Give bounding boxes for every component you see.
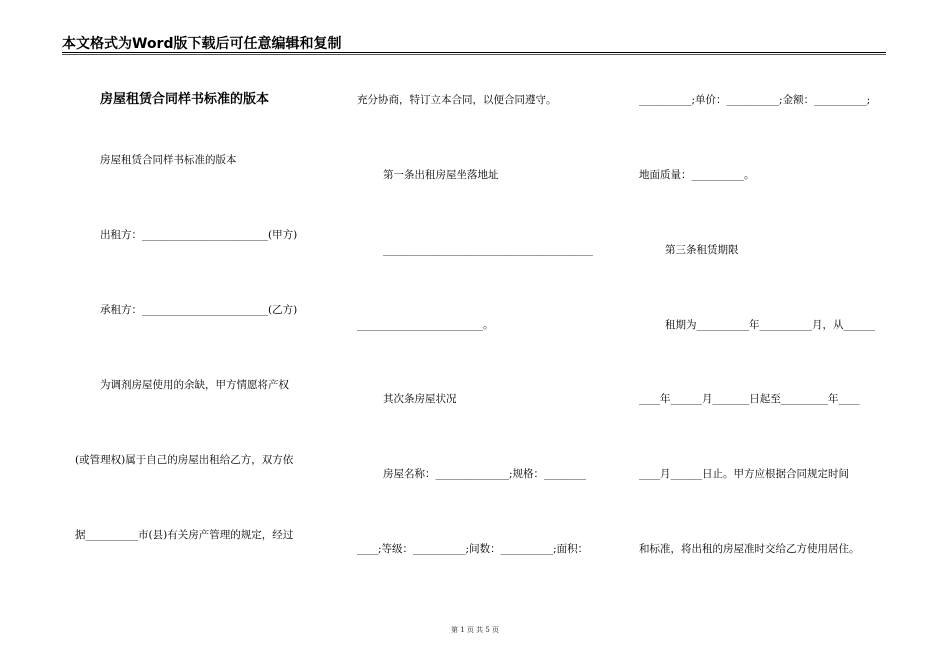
price-line: __________;单价：__________;金额：__________;	[639, 94, 871, 106]
page-number: 第 1 页 共 5 页	[450, 626, 500, 634]
lease-term-line: 租期为__________年__________月，从______	[665, 319, 875, 331]
page-header-title: 本文格式为Word版下载后可任意编辑和复制	[62, 36, 342, 52]
clause-heading: 第一条出租房屋坐落地址	[383, 169, 499, 181]
house-grade-line: ____;等级：__________;间数：__________;面积：	[357, 543, 589, 555]
header-rule	[62, 52, 886, 53]
body-line: 充分协商，特订立本合同，以便合同遵守。	[357, 94, 557, 106]
clause-heading: 第三条租赁期限	[665, 244, 739, 256]
body-line: (或管理权)属于自己的房屋出租给乙方，双方依	[75, 454, 294, 466]
address-blank-line: ________________________________________	[383, 244, 593, 256]
lease-date-line: ____年______月_______日起至_________年____	[639, 393, 860, 405]
body-line: 和标准，将出租的房屋准时交给乙方使用居住。	[639, 543, 860, 555]
document-title: 房屋租赁合同样书标准的版本	[100, 92, 270, 107]
clause-heading: 其次条房屋状况	[383, 393, 457, 405]
lease-date-line: ____月______日止。甲方应根据合同规定时间	[639, 468, 849, 480]
header-rule-secondary	[62, 54, 886, 55]
lessor-line: 出租方：________________________(甲方)	[100, 229, 298, 241]
address-blank-line: ________________________。	[357, 319, 494, 331]
subtitle-line: 房屋租赁合同样书标准的版本	[100, 154, 237, 166]
lessee-line: 承租方：________________________(乙方)	[100, 304, 298, 316]
floor-quality-line: 地面质量：__________。	[639, 169, 755, 181]
body-line: 据__________市(县)有关房产管理的规定，经过	[75, 529, 294, 541]
body-line: 为调剂房屋使用的余缺，甲方情愿将产权	[100, 379, 289, 391]
house-name-line: 房屋名称：______________;规格：________	[383, 468, 587, 480]
